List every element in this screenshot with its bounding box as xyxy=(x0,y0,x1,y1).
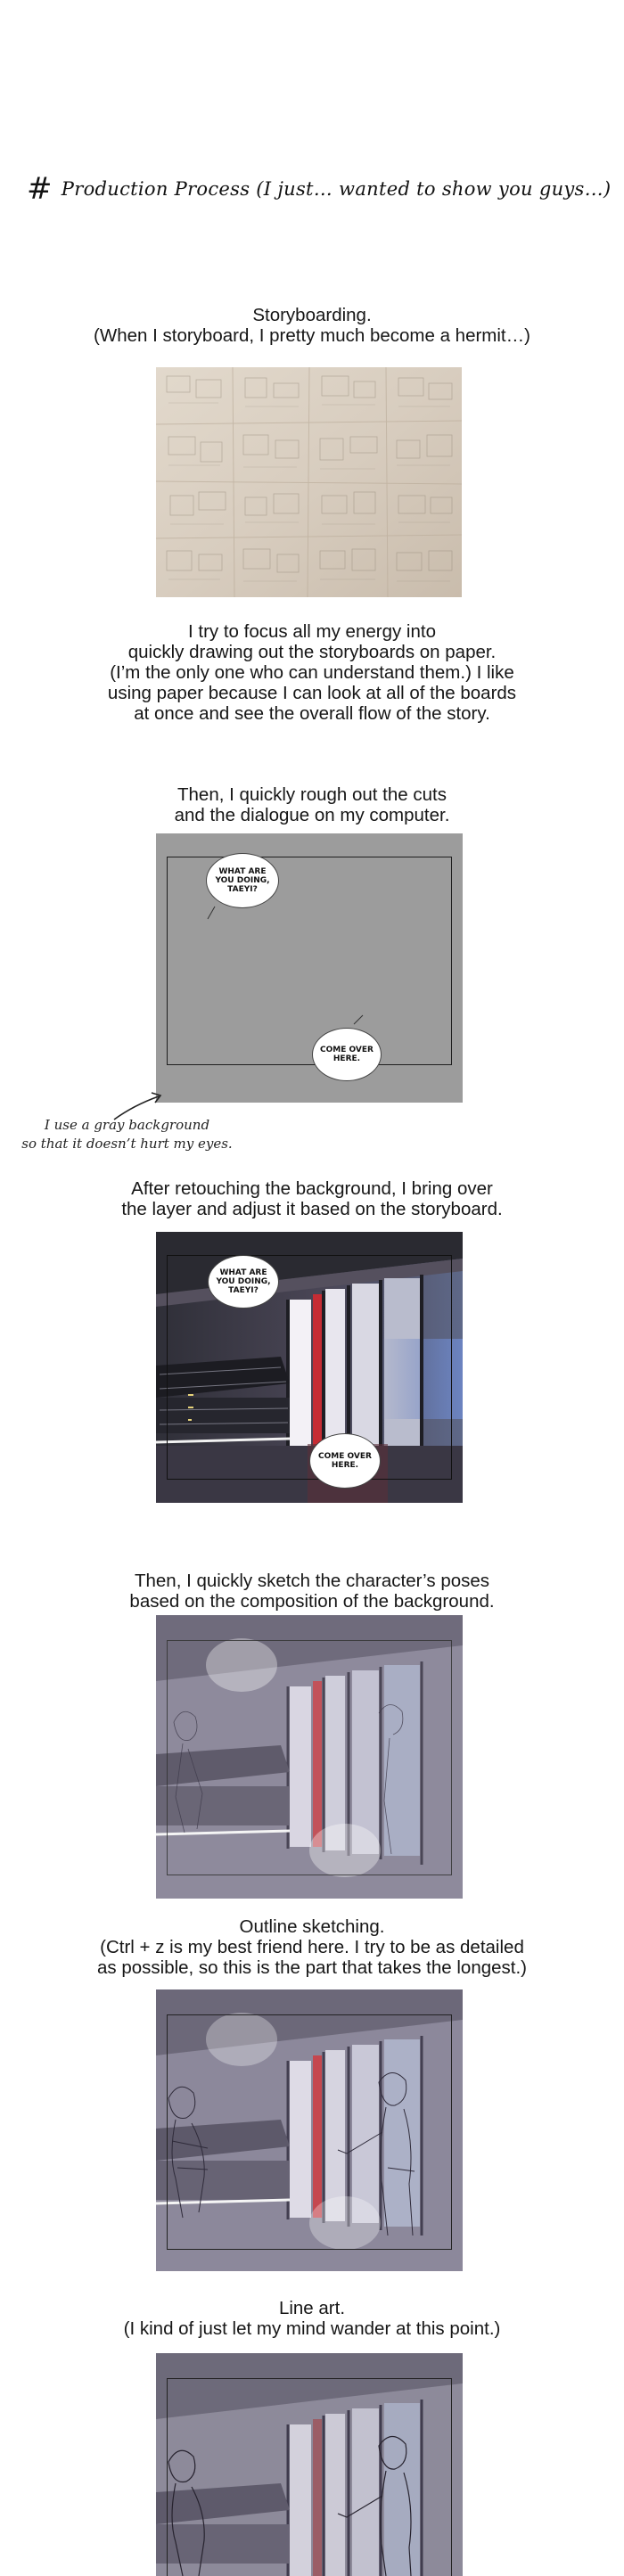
caption-line: Outline sketching. xyxy=(239,1916,385,1937)
line-art-panel xyxy=(156,2353,463,2576)
caption-line: and the dialogue on my computer. xyxy=(174,805,450,825)
paper-photo-illustration xyxy=(156,367,462,597)
speech-bubble-come-over-here: COME OVER HERE. xyxy=(312,1028,382,1081)
speech-bubble-come-over-here: COME OVER HERE. xyxy=(309,1433,381,1489)
caption-line: based on the composition of the background. xyxy=(129,1591,495,1612)
outline-sketch-panel xyxy=(156,1989,463,2271)
caption-line: I try to focus all my energy into xyxy=(187,621,436,642)
background-panel xyxy=(156,1232,463,1503)
side-note-gray-background xyxy=(0,1116,254,1153)
caption-line: the layer and adjust it based on the storyboard. xyxy=(121,1199,503,1219)
caption-paper-storyboards xyxy=(0,621,624,724)
caption-line: Then, I quickly sketch the character’s poses xyxy=(134,1571,490,1591)
caption-rough-cuts xyxy=(0,784,624,825)
page-heading xyxy=(27,171,615,207)
hash-icon: # xyxy=(27,171,53,207)
caption-line-art xyxy=(0,2298,624,2339)
caption-outline-sketching xyxy=(0,1916,624,1978)
panel-frame xyxy=(167,2378,452,2576)
caption-line: Storyboarding. xyxy=(252,305,372,325)
pose-sketch-panel xyxy=(156,1615,463,1899)
rough-cut-panel xyxy=(156,833,463,1103)
caption-line: After retouching the background, I bring over xyxy=(131,1178,493,1199)
caption-storyboarding xyxy=(0,305,624,346)
note-line: I use a gray background xyxy=(44,1117,210,1133)
caption-line: (When I storyboard, I pretty much become a hermit…) xyxy=(94,325,530,346)
bubble-tails xyxy=(156,833,463,1103)
storyboard-paper-photo xyxy=(156,367,462,597)
speech-bubble-what-are-you-doing: WHAT ARE YOU DOING, TAEYI? xyxy=(206,853,279,908)
caption-retouch-background xyxy=(0,1178,624,1219)
caption-line: (Ctrl + z is my best friend here. I try to be as detailed xyxy=(100,1937,524,1957)
caption-line: (I kind of just let my mind wander at this point.) xyxy=(123,2318,501,2339)
caption-line: quickly drawing out the storyboards on paper. xyxy=(127,642,497,662)
note-line: so that it doesn’t hurt my eyes. xyxy=(21,1136,233,1152)
panel-frame xyxy=(167,2014,452,2250)
heading-text: Production Process (I just… wanted to show you guys…) xyxy=(61,178,612,200)
caption-line: at once and see the overall flow of the story. xyxy=(134,703,490,724)
speech-bubble-what-are-you-doing: WHAT ARE YOU DOING, TAEYI? xyxy=(208,1255,279,1309)
caption-line: using paper because I can look at all of the boards xyxy=(107,683,517,703)
caption-line: Line art. xyxy=(278,2298,346,2318)
caption-line: Then, I quickly rough out the cuts xyxy=(177,784,447,805)
panel-frame xyxy=(167,1640,452,1875)
caption-line: as possible, so this is the part that takes the longest.) xyxy=(96,1957,527,1978)
caption-character-poses xyxy=(0,1571,624,1612)
caption-line: (I’m the only one who can understand them.) I like xyxy=(110,662,514,683)
